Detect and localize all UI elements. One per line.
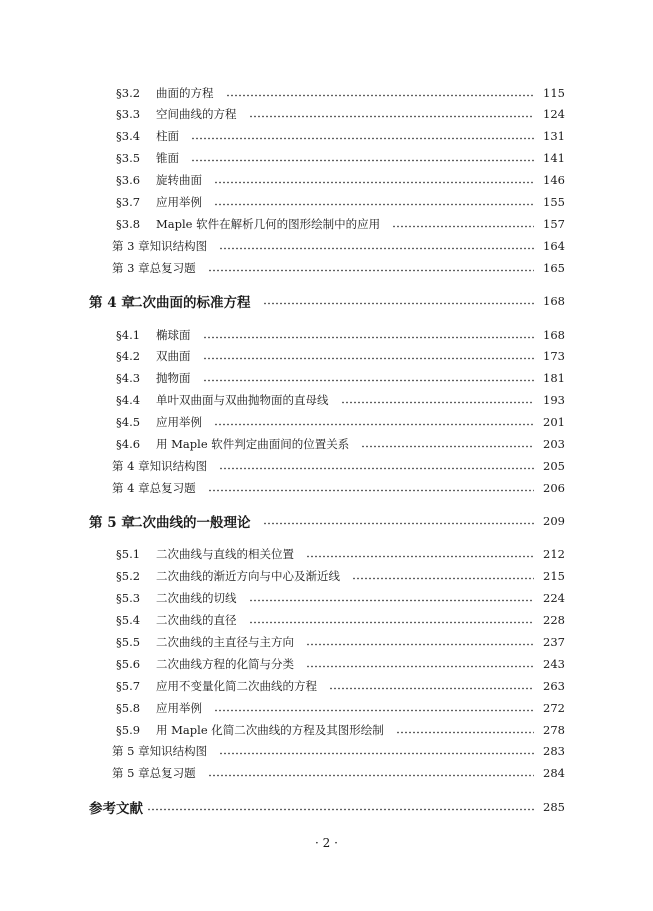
- toc-entry: [0, 740, 653, 762]
- toc-entry-number: §4.2: [116, 349, 141, 363]
- dot-leader: [352, 577, 534, 580]
- toc-entry: [0, 345, 653, 367]
- toc-entry-number: §3.3: [116, 107, 141, 121]
- toc-entry: [0, 389, 653, 411]
- toc-entry: [0, 675, 653, 697]
- dot-leader: [249, 115, 535, 118]
- toc-entry-title: 单叶双曲面与双曲抛物面的直母线: [156, 393, 329, 407]
- dot-leader: [306, 555, 534, 558]
- toc-entry-title: 空间曲线的方程: [156, 107, 237, 121]
- dot-leader: [203, 357, 535, 360]
- toc-entry-title: 二次曲线与直线的相关位置: [156, 547, 294, 561]
- toc-entry-title: 二次曲线的切线: [156, 591, 237, 605]
- toc-entry-number: 第 5 章: [89, 515, 135, 531]
- toc-entry-title: 第 3 章知识结构图: [112, 239, 208, 253]
- toc-entry-title: 二次曲线的一般理论: [129, 515, 251, 531]
- toc-entry-page: 205: [543, 459, 565, 473]
- toc-entry-title: 应用不变量化简二次曲线的方程: [156, 679, 317, 693]
- toc-entry: [0, 82, 653, 104]
- toc-entry-page: 168: [543, 294, 565, 308]
- toc-entry: [0, 191, 653, 213]
- dot-leader: [203, 336, 535, 339]
- toc-entry-title: 锥面: [156, 151, 179, 165]
- dot-leader: [214, 709, 534, 712]
- toc-entry-title: 柱面: [156, 129, 179, 143]
- toc-entry: [0, 324, 653, 346]
- toc-entry: [0, 565, 653, 587]
- toc-entry-page: 193: [543, 393, 565, 407]
- toc-entry-number: §5.6: [116, 657, 141, 671]
- toc-entry-title: 应用举例: [156, 415, 202, 429]
- dot-leader: [329, 687, 534, 690]
- toc-entry: [0, 147, 653, 169]
- toc-entry-title: 二次曲线的直径: [156, 613, 237, 627]
- dot-leader: [203, 379, 535, 382]
- dot-leader: [219, 467, 534, 470]
- dot-leader: [191, 137, 534, 140]
- toc-entry-page: 209: [543, 514, 565, 528]
- dot-leader: [263, 302, 535, 305]
- toc-entry-page: 278: [543, 723, 565, 737]
- dot-leader: [226, 94, 535, 97]
- dot-leader: [214, 423, 534, 426]
- toc-entry: [0, 213, 653, 235]
- toc-entry-page: 215: [543, 569, 565, 583]
- dot-leader: [208, 269, 534, 272]
- toc-entry-page: 263: [543, 679, 565, 693]
- toc-entry-page: 168: [543, 328, 565, 342]
- toc-entry-number: §4.3: [116, 371, 141, 385]
- toc-entry: [0, 587, 653, 609]
- toc-entry-number: §3.7: [116, 195, 141, 209]
- toc-entry-number: §5.8: [116, 701, 141, 715]
- toc-entry-page: 283: [543, 744, 565, 758]
- toc-entry-page: 243: [543, 657, 565, 671]
- dot-leader: [191, 159, 534, 162]
- toc-entry-page: 124: [543, 107, 565, 121]
- toc-entry-number: §3.5: [116, 151, 141, 165]
- toc-entry: [0, 762, 653, 784]
- toc-entry-page: 228: [543, 613, 565, 627]
- toc-entry-title: 第 5 章知识结构图: [112, 744, 208, 758]
- toc-entry-number: §5.2: [116, 569, 141, 583]
- toc-entry-page: 115: [543, 86, 565, 100]
- toc-entry-title: 抛物面: [156, 371, 191, 385]
- toc-entry-page: 181: [543, 371, 565, 385]
- dot-leader: [214, 181, 534, 184]
- toc-entry-page: 131: [543, 129, 565, 143]
- toc-entry: [0, 697, 653, 719]
- toc-entry-page: 157: [543, 217, 565, 231]
- toc-entry-title: 二次曲线的主直径与主方向: [156, 635, 294, 649]
- toc-entry-page: 165: [543, 261, 565, 275]
- dot-leader: [214, 203, 534, 206]
- toc-entry-page: 212: [543, 547, 565, 561]
- toc-entry-title: 椭球面: [156, 328, 191, 342]
- toc-entry-page: 173: [543, 349, 565, 363]
- toc-entry-title: 第 3 章总复习题: [112, 261, 196, 275]
- toc-entry-number: §4.4: [116, 393, 141, 407]
- toc-entry: [0, 103, 653, 125]
- toc-entry-number: §4.5: [116, 415, 141, 429]
- toc-entry: [0, 719, 653, 741]
- toc-entry-title: 双曲面: [156, 349, 191, 363]
- dot-leader: [219, 752, 534, 755]
- toc-entry-title: 用 Maple 软件判定曲面间的位置关系: [156, 437, 350, 451]
- toc-chapter-entry: [0, 510, 653, 532]
- toc-entry-title: 旋转曲面: [156, 173, 202, 187]
- toc-entry-title: 二次曲线的渐近方向与中心及渐近线: [156, 569, 340, 583]
- dot-leader: [341, 401, 535, 404]
- toc-entry: [0, 631, 653, 653]
- toc-entry-number: §5.3: [116, 591, 141, 605]
- toc-entry-page: 206: [543, 481, 565, 495]
- toc-entry: [0, 125, 653, 147]
- toc-entry-title: 第 4 章总复习题: [112, 481, 196, 495]
- toc-entry: [0, 477, 653, 499]
- toc-entry: [0, 653, 653, 675]
- toc-entry-page: 164: [543, 239, 565, 253]
- toc-entry: [0, 411, 653, 433]
- toc-entry: [0, 235, 653, 257]
- toc-entry-number: §3.2: [116, 86, 141, 100]
- dot-leader: [208, 489, 534, 492]
- toc-entry-title: 应用举例: [156, 195, 202, 209]
- toc-entry-number: §5.7: [116, 679, 141, 693]
- toc-entry-page: 224: [543, 591, 565, 605]
- toc-entry-page: 201: [543, 415, 565, 429]
- dot-leader: [219, 247, 534, 250]
- toc-entry-number: §5.1: [116, 547, 141, 561]
- dot-leader: [263, 522, 535, 525]
- toc-entry-title: 用 Maple 化简二次曲线的方程及其图形绘制: [156, 723, 384, 737]
- toc-entry-number: §5.9: [116, 723, 141, 737]
- toc-entry-number: §5.4: [116, 613, 141, 627]
- toc-entry-title: 二次曲面的标准方程: [129, 295, 251, 311]
- toc-entry-number: §3.6: [116, 173, 141, 187]
- dot-leader: [208, 774, 534, 777]
- toc-entry-number: §4.6: [116, 437, 141, 451]
- toc-entry-number: §5.5: [116, 635, 141, 649]
- toc-chapter-entry: [0, 290, 653, 312]
- dot-leader: [306, 665, 534, 668]
- page-number: · 2 ·: [315, 836, 338, 850]
- toc-entry-number: §3.8: [116, 217, 141, 231]
- dot-leader: [249, 599, 535, 602]
- dot-leader: [306, 643, 534, 646]
- toc-entry-page: 146: [543, 173, 565, 187]
- dot-leader: [396, 731, 534, 734]
- toc-entry-title: Maple 软件在解析几何的图形绘制中的应用: [156, 217, 381, 231]
- toc-entry-page: 155: [543, 195, 565, 209]
- toc-entry: [0, 543, 653, 565]
- toc-entry-page: 284: [543, 766, 565, 780]
- dot-leader: [361, 445, 534, 448]
- toc-references-entry: [0, 796, 653, 818]
- toc-entry-title: 曲面的方程: [156, 86, 214, 100]
- toc-entry-number: 第 4 章: [89, 295, 135, 311]
- toc-entry-page: 203: [543, 437, 565, 451]
- toc-entry-title: 第 5 章总复习题: [112, 766, 196, 780]
- toc-entry: [0, 257, 653, 279]
- toc-entry-page: 272: [543, 701, 565, 715]
- toc-entry-title: 参考文献: [89, 801, 143, 817]
- toc-entry: [0, 433, 653, 455]
- toc-entry-page: 285: [543, 800, 565, 814]
- toc-entry: [0, 169, 653, 191]
- toc-entry-title: 二次曲线方程的化简与分类: [156, 657, 294, 671]
- toc-entry: [0, 455, 653, 477]
- toc-entry: [0, 609, 653, 631]
- toc-entry-title: 应用举例: [156, 701, 202, 715]
- toc-entry: [0, 367, 653, 389]
- dot-leader: [147, 808, 534, 811]
- dot-leader: [249, 621, 535, 624]
- toc-entry-page: 237: [543, 635, 565, 649]
- toc-entry-page: 141: [543, 151, 565, 165]
- toc-entry-number: §3.4: [116, 129, 141, 143]
- toc-entry-number: §4.1: [116, 328, 141, 342]
- dot-leader: [392, 225, 534, 228]
- toc-entry-title: 第 4 章知识结构图: [112, 459, 208, 473]
